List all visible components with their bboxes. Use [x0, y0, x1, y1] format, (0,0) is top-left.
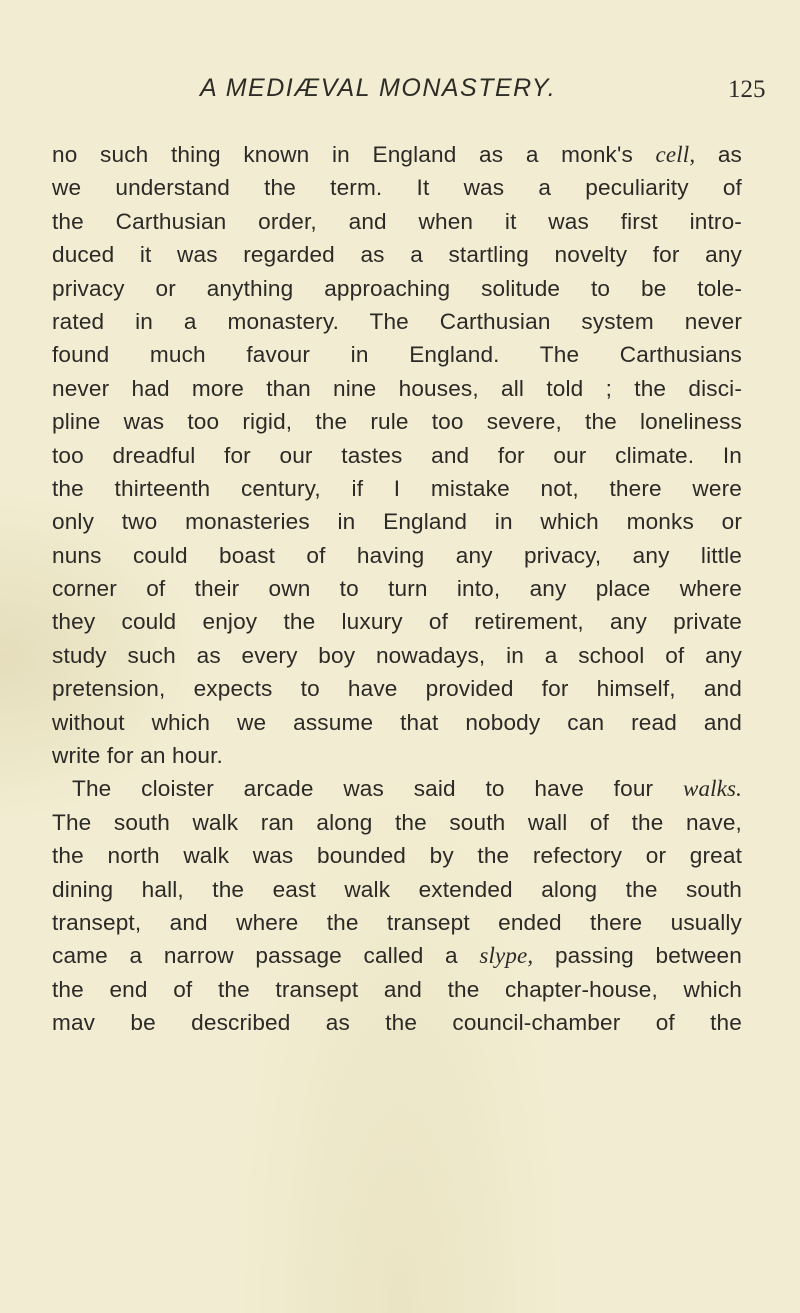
italic-text: walks.: [682, 776, 742, 802]
text-span: rated in a monastery. The Carthusian system never: [52, 308, 742, 334]
text-span: transept, and where the transept ended there usually: [52, 909, 742, 935]
text-span: the end of the transept and the chapter-house, which: [52, 976, 742, 1002]
text-line: [52, 605, 742, 638]
text-span: study such as every boy nowadays, in a school of any: [52, 642, 742, 668]
text-line: [52, 672, 742, 705]
text-span: privacy or anything approaching solitude to be tole-: [52, 275, 742, 301]
text-span: nuns could boast of having any privacy, any little: [52, 542, 742, 568]
text-span: the thirteenth century, if I mistake not, there were: [52, 475, 742, 501]
text-span: The south walk ran along the south wall of the nave,: [52, 809, 742, 835]
text-line: [52, 272, 742, 305]
italic-text: slype,: [479, 943, 534, 969]
text-span: never had more than nine houses, all told ; the disci-: [52, 375, 742, 401]
text-line: [52, 138, 742, 171]
text-line: [52, 1006, 742, 1039]
text-line: [52, 973, 742, 1006]
text-line: [52, 205, 742, 238]
text-line: [52, 939, 742, 972]
page-number: 125: [728, 76, 766, 103]
text-span: without which we assume that nobody can read and: [52, 709, 742, 735]
text-line: [52, 539, 742, 572]
text-span: mav be described as the council-chamber of the: [52, 1010, 742, 1036]
text-line: [52, 906, 742, 939]
text-line: [52, 806, 742, 839]
text-span: only two monasteries in England in which monks or: [52, 509, 742, 535]
text-line: [52, 405, 742, 438]
text-line: [52, 772, 742, 805]
text-line: [52, 171, 742, 204]
text-span: the Carthusian order, and when it was first intro-: [52, 208, 742, 234]
text-line: [52, 472, 742, 505]
text-span: no such thing known in England as a monk's: [52, 142, 656, 167]
text-line: [52, 873, 742, 906]
text-span: as: [695, 142, 742, 167]
text-line: [52, 372, 742, 405]
text-span: pline was too rigid, the rule too severe, the loneliness: [52, 409, 742, 435]
text-span: we understand the term. It was a peculiarity of: [52, 175, 742, 201]
text-line: [52, 639, 742, 672]
text-line: [52, 505, 742, 538]
text-span: found much favour in England. The Carthusians: [52, 342, 742, 368]
text-span: the north walk was bounded by the refectory or great: [52, 843, 742, 869]
text-line: [52, 739, 742, 772]
text-line: [52, 572, 742, 605]
body-text: [52, 138, 742, 1040]
text-line: [52, 305, 742, 338]
text-line: [52, 439, 742, 472]
text-line: [52, 238, 742, 271]
text-line: [52, 338, 742, 371]
text-span: came a narrow passage called a: [52, 943, 480, 969]
text-span: pretension, expects to have provided for himself, and: [52, 676, 742, 702]
text-span: they could enjoy the luxury of retirement, any private: [52, 609, 742, 635]
running-head: [0, 74, 800, 114]
running-title: A MEDIÆVAL MONASTERY.: [200, 74, 557, 102]
text-span: too dreadful for our tastes and for our climate. In: [52, 442, 742, 468]
text-span: corner of their own to turn into, any place where: [52, 576, 742, 602]
text-span: dining hall, the east walk extended along the south: [52, 876, 742, 902]
text-line: [52, 706, 742, 739]
text-span: duced it was regarded as a startling novelty for any: [52, 242, 742, 268]
text-span: passing between: [533, 943, 742, 969]
text-line: [52, 839, 742, 872]
text-span: The cloister arcade was said to have four: [72, 776, 683, 802]
italic-text: cell,: [655, 142, 696, 167]
text-span: write for an hour.: [52, 743, 223, 769]
